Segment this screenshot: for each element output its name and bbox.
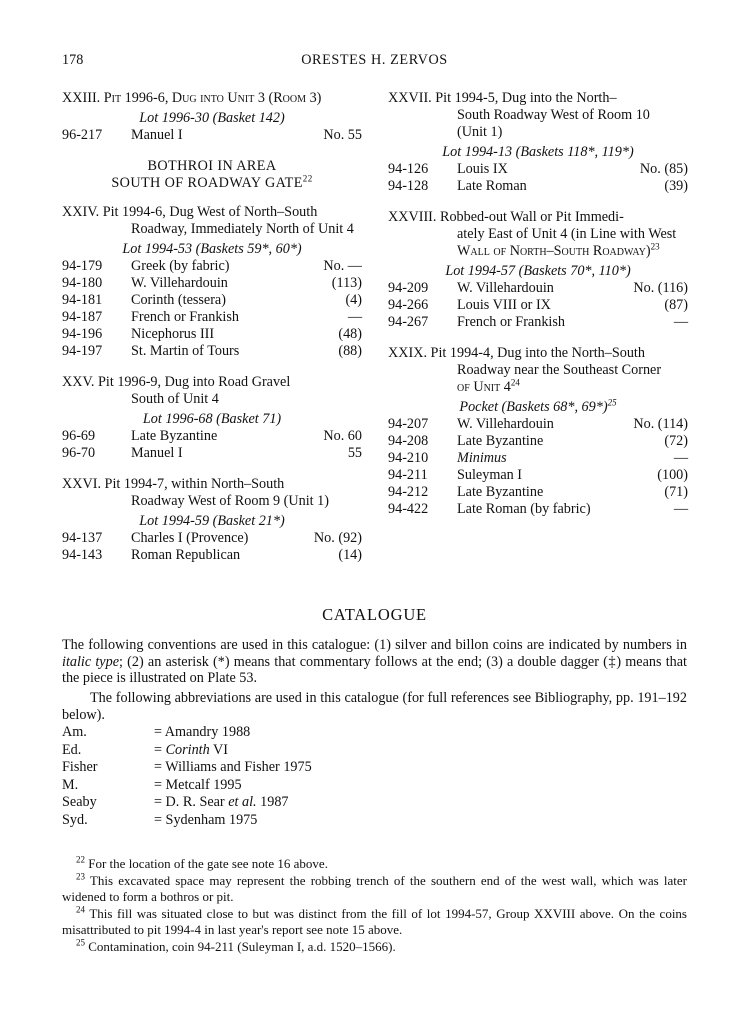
group-title-cont: South of Unit 4: [131, 391, 219, 407]
group-title-cont: Wall of North–South Roadway): [457, 243, 651, 259]
table-row: 94-128 Late Roman (39): [388, 178, 688, 194]
group-title-cont: South Roadway West of Room 10: [457, 107, 650, 123]
lot-label: Lot 1996-68 (Basket 71): [142, 411, 282, 427]
running-head: ORESTES H. ZERVOS: [301, 52, 448, 68]
table-row: 96-217 Manuel I No. 55: [62, 127, 362, 143]
group-title-cont: (Unit 1): [457, 124, 503, 140]
list-item: Ed. = Corinth VI: [62, 741, 228, 758]
left-column: [62, 90, 362, 578]
group-xxvi: [62, 476, 362, 564]
lot-label: Lot 1994-59 (Basket 21*): [139, 513, 285, 529]
table-row: 94-267 French or Frankish —: [388, 314, 688, 330]
lot-label: Pocket (Baskets 68*, 69*): [459, 399, 608, 415]
footnote-ref: 24: [510, 377, 520, 388]
table-row: 94-180 W. Villehardouin (113): [62, 275, 362, 291]
group-title-cont: Roadway near the Southeast Corner: [457, 362, 662, 378]
footnote: $^{25}$ Contamination, coin 94-211 (Suleyman I, a.d. 1520–1566).: [76, 937, 396, 954]
group-title: XXVI. Pit 1994-7, within North–South: [62, 476, 285, 492]
abbreviations-list: [62, 724, 362, 829]
footnote: $^{24}$ This fill was situated close to but was distinct from the fill of lot 1994-57, Group XXVIII above. On the coins misattributed to pit 1994-4 in last year's report see note 15 above.: [62, 904, 687, 937]
table-row: 96-70 Manuel I 55: [62, 445, 362, 461]
group-title: XXIII. Pit 1996-6, Dug into Unit 3 (Room 3): [62, 90, 322, 106]
table-row: 94-126 Louis IX No. (85): [388, 161, 688, 177]
group-xxiii: [62, 90, 362, 144]
lot-label: Lot 1994-53 (Baskets 59*, 60*): [122, 241, 302, 257]
group-title-cont: of Unit 4: [457, 379, 511, 395]
list-item: M. = Metcalf 1995: [62, 776, 242, 793]
list-item: Fisher = Williams and Fisher 1975: [62, 759, 312, 775]
table-row: 94-187 French or Frankish —: [62, 309, 362, 325]
table-row: 94-422 Late Roman (by fabric) —: [388, 501, 688, 517]
table-row: 94-208 Late Byzantine (72): [388, 433, 688, 449]
group-title: XXIX. Pit 1994-4, Dug into the North–South: [388, 345, 645, 361]
group-title-cont: Roadway West of Room 9 (Unit 1): [131, 493, 329, 509]
table-row: 94-210 Minimus —: [388, 450, 688, 466]
table-row: 94-197 St. Martin of Tours (88): [62, 343, 362, 359]
table-row: 94-196 Nicephorus III (48): [62, 326, 362, 342]
list-item: Seaby = D. R. Sear et al. 1987: [62, 794, 289, 810]
footnote-ref: 25: [607, 397, 617, 408]
table-row: 94-137 Charles I (Provence) No. (92): [62, 530, 362, 546]
table-row: 94-212 Late Byzantine (71): [388, 484, 688, 500]
group-title-cont: Roadway, Immediately North of Unit 4: [131, 221, 354, 237]
table-row: 94-181 Corinth (tessera) (4): [62, 292, 362, 308]
group-xxvii: [388, 90, 688, 195]
group-title: XXV. Pit 1996-9, Dug into Road Gravel: [62, 374, 291, 390]
page-header: [62, 52, 687, 72]
table-row: 96-69 Late Byzantine No. 60: [62, 428, 362, 444]
group-title: XXIV. Pit 1994-6, Dug West of North–South: [62, 204, 318, 220]
page-number: 178: [62, 52, 84, 68]
table-row: 94-266 Louis VIII or IX (87): [388, 297, 688, 313]
footnote: $^{23}$ This excavated space may represent the robbing trench of the southern end of the west wall, which was later widened to form a bothros or pit.: [62, 871, 687, 904]
list-item: Am. = Amandry 1988: [62, 724, 251, 740]
catalogue-heading: CATALOGUE: [322, 605, 427, 624]
table-row: 94-211 Suleyman I (100): [388, 467, 688, 483]
abbreviations-intro: The following abbreviations are used in this catalogue (for full references see Bibliography, pp. 191–192 below).: [62, 690, 687, 723]
table-row: 94-207 W. Villehardouin No. (114): [388, 416, 688, 432]
bothroi-heading: BOTHROI IN AREA SOUTH OF ROADWAY GATE$^{22}$: [111, 158, 313, 191]
group-xxv: [62, 374, 362, 462]
footnote-ref: 23: [650, 241, 660, 252]
group-title: XXVII. Pit 1994-5, Dug into the North–: [388, 90, 617, 106]
group-xxiv: [62, 204, 362, 360]
conventions-paragraph: The following conventions are used in this catalogue: (1) silver and billon coins are indicated by numbers in italic type; (2) an asterisk (*) means that commentary follows at the end; (3) a double dagger (‡) means that the piece is illustrated on Plate 53.: [62, 637, 687, 686]
right-column: [388, 90, 688, 532]
table-row: 94-209 W. Villehardouin No. (116): [388, 280, 688, 296]
group-title-cont: ately East of Unit 4 (in Line with West: [457, 226, 677, 242]
table-row: 94-179 Greek (by fabric) No. —: [62, 258, 362, 274]
footnote: $^{22}$ For the location of the gate see note 16 above.: [76, 854, 328, 871]
lot-label: Lot 1996-30 (Basket 142): [139, 110, 285, 126]
group-xxviii: [388, 209, 688, 331]
table-row: 94-143 Roman Republican (14): [62, 547, 362, 563]
lot-label: Lot 1994-57 (Baskets 70*, 110*): [445, 263, 631, 279]
list-item: Syd. = Sydenham 1975: [62, 811, 258, 828]
group-xxix: [388, 345, 688, 518]
lot-label: Lot 1994-13 (Baskets 118*, 119*): [442, 144, 634, 160]
group-title: XXVIII. Robbed-out Wall or Pit Immedi-: [388, 209, 624, 225]
